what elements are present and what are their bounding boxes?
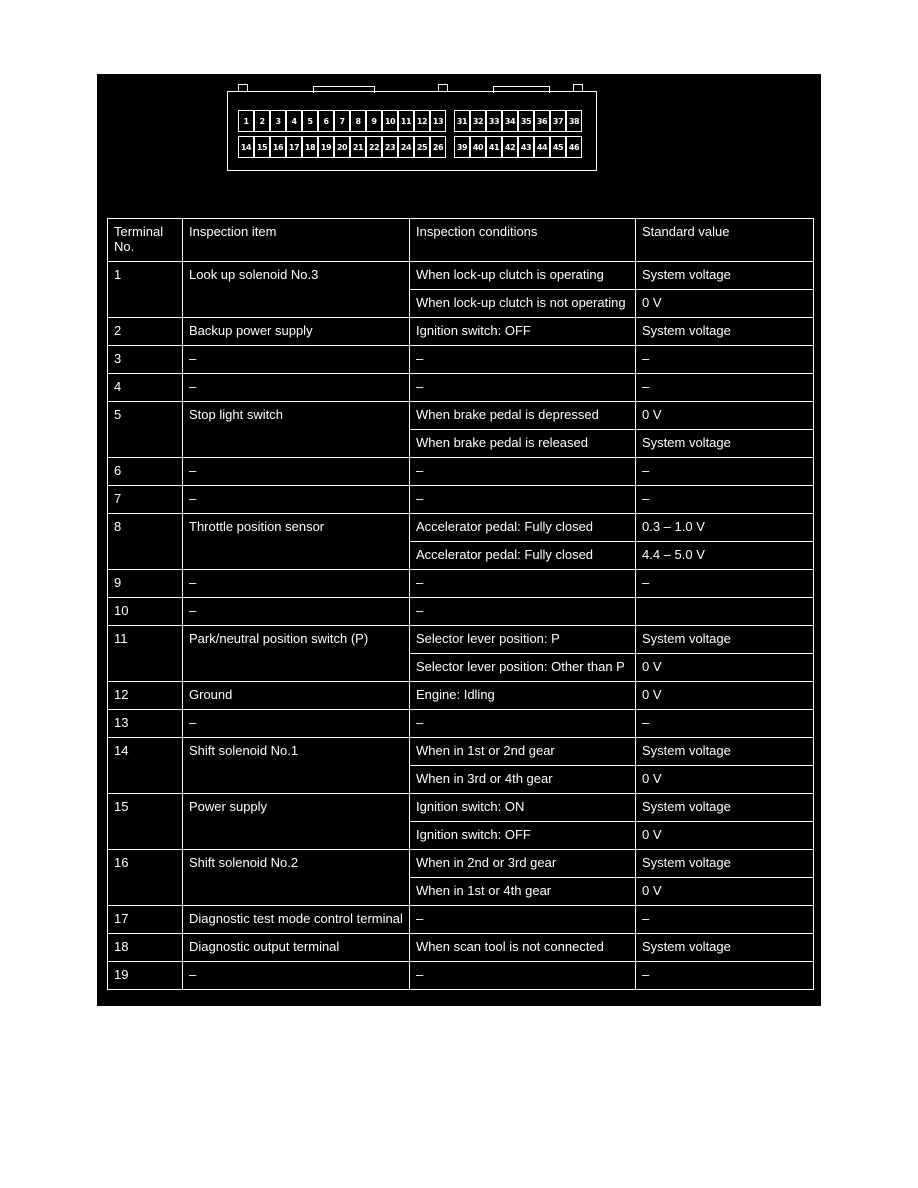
- inspection-condition: Selector lever position: Other than P: [410, 654, 636, 682]
- standard-value: System voltage: [636, 318, 814, 346]
- standard-value: –: [636, 906, 814, 934]
- connector-pin: 22: [366, 136, 382, 158]
- table-row: [108, 570, 814, 598]
- connector-pin: 15: [254, 136, 270, 158]
- connector-pin: 16: [270, 136, 286, 158]
- standard-value: –: [636, 486, 814, 514]
- connector-pin: 45: [550, 136, 566, 158]
- table-header-row: [108, 219, 814, 262]
- standard-value: 0 V: [636, 290, 814, 318]
- standard-value: –: [636, 346, 814, 374]
- standard-value: 0 V: [636, 822, 814, 850]
- terminal-number: 10: [108, 598, 183, 626]
- terminal-number: 4: [108, 374, 183, 402]
- inspection-item: Park/neutral position switch (P): [183, 626, 410, 682]
- inspection-condition: When in 1st or 2nd gear: [410, 738, 636, 766]
- connector-pin: 8: [350, 110, 366, 132]
- connector-pin: 39: [454, 136, 470, 158]
- inspection-condition: Ignition switch: ON: [410, 794, 636, 822]
- connector-key-left: [313, 86, 375, 93]
- inspection-item: Diagnostic test mode control terminal: [183, 906, 410, 934]
- table-row: [108, 598, 814, 626]
- connector-pin: 31: [454, 110, 470, 132]
- inspection-condition: Engine: Idling: [410, 682, 636, 710]
- connector-pin: 17: [286, 136, 302, 158]
- standard-value: 0 V: [636, 878, 814, 906]
- standard-value: 0 V: [636, 654, 814, 682]
- header-terminal: Terminal No.: [108, 219, 183, 262]
- inspection-condition: –: [410, 570, 636, 598]
- standard-value: System voltage: [636, 934, 814, 962]
- standard-value: System voltage: [636, 738, 814, 766]
- terminal-number: 11: [108, 626, 183, 682]
- inspection-condition: Accelerator pedal: Fully closed: [410, 542, 636, 570]
- table-row: [108, 374, 814, 402]
- connector-pin: 46: [566, 136, 582, 158]
- table-row: [108, 794, 814, 822]
- inspection-condition: When in 2nd or 3rd gear: [410, 850, 636, 878]
- connector-bottom-row: [238, 136, 582, 158]
- connector-pin: 9: [366, 110, 382, 132]
- standard-value: 0 V: [636, 766, 814, 794]
- inspection-item: Power supply: [183, 794, 410, 850]
- standard-value: –: [636, 570, 814, 598]
- connector-pin: 40: [470, 136, 486, 158]
- inspection-condition: When brake pedal is depressed: [410, 402, 636, 430]
- terminal-number: 14: [108, 738, 183, 794]
- connector-latch-middle: [438, 84, 448, 91]
- connector-pin: 41: [486, 136, 502, 158]
- connector-pin: 20: [334, 136, 350, 158]
- connector-pin: 32: [470, 110, 486, 132]
- connector-pin: 12: [414, 110, 430, 132]
- standard-value: [636, 598, 814, 626]
- connector-pin: 2: [254, 110, 270, 132]
- standard-value: System voltage: [636, 850, 814, 878]
- table-row: [108, 738, 814, 766]
- inspection-item: –: [183, 570, 410, 598]
- connector-pin: 36: [534, 110, 550, 132]
- table-row: [108, 906, 814, 934]
- table-row: [108, 514, 814, 542]
- connector-pin: 6: [318, 110, 334, 132]
- table-row: [108, 626, 814, 654]
- connector-pin: 4: [286, 110, 302, 132]
- standard-value: 0.3 – 1.0 V: [636, 514, 814, 542]
- standard-value: 0 V: [636, 402, 814, 430]
- connector-pin: 18: [302, 136, 318, 158]
- inspection-item: –: [183, 374, 410, 402]
- connector-pin: 33: [486, 110, 502, 132]
- header-standard-value: Standard value: [636, 219, 814, 262]
- standard-value: System voltage: [636, 262, 814, 290]
- standard-value: System voltage: [636, 430, 814, 458]
- terminal-number: 12: [108, 682, 183, 710]
- inspection-item: –: [183, 458, 410, 486]
- terminal-number: 5: [108, 402, 183, 458]
- connector-pin: 23: [382, 136, 398, 158]
- inspection-item: Diagnostic output terminal: [183, 934, 410, 962]
- document-panel: [97, 74, 821, 1006]
- terminal-number: 6: [108, 458, 183, 486]
- inspection-item: Backup power supply: [183, 318, 410, 346]
- inspection-condition: When in 1st or 4th gear: [410, 878, 636, 906]
- inspection-condition: –: [410, 906, 636, 934]
- terminal-number: 18: [108, 934, 183, 962]
- terminal-number: 13: [108, 710, 183, 738]
- connector-pin: 37: [550, 110, 566, 132]
- connector-pin: 19: [318, 136, 334, 158]
- inspection-condition: When in 3rd or 4th gear: [410, 766, 636, 794]
- inspection-condition: –: [410, 458, 636, 486]
- connector-divider: [446, 136, 454, 158]
- table-row: [108, 458, 814, 486]
- inspection-item: –: [183, 346, 410, 374]
- connector-pin: 24: [398, 136, 414, 158]
- terminal-number: 2: [108, 318, 183, 346]
- table-row: [108, 682, 814, 710]
- inspection-condition: –: [410, 486, 636, 514]
- terminal-number: 3: [108, 346, 183, 374]
- connector-pin: 38: [566, 110, 582, 132]
- connector-pin: 10: [382, 110, 398, 132]
- connector-pin: 13: [430, 110, 446, 132]
- table-row: [108, 262, 814, 290]
- inspection-item: Throttle position sensor: [183, 514, 410, 570]
- inspection-item: Stop light switch: [183, 402, 410, 458]
- inspection-condition: –: [410, 962, 636, 990]
- inspection-item: Shift solenoid No.1: [183, 738, 410, 794]
- connector-pin: 1: [238, 110, 254, 132]
- connector-pin: 11: [398, 110, 414, 132]
- header-inspection-conditions: Inspection conditions: [410, 219, 636, 262]
- terminal-number: 16: [108, 850, 183, 906]
- header-inspection-item: Inspection item: [183, 219, 410, 262]
- inspection-condition: When lock-up clutch is not operating: [410, 290, 636, 318]
- inspection-item: –: [183, 486, 410, 514]
- connector-pin: 3: [270, 110, 286, 132]
- table-row: [108, 402, 814, 430]
- inspection-condition: Ignition switch: OFF: [410, 318, 636, 346]
- standard-value: –: [636, 710, 814, 738]
- inspection-condition: –: [410, 374, 636, 402]
- connector-latch-left: [238, 84, 248, 91]
- connector-top-row: [238, 110, 582, 132]
- standard-value: –: [636, 458, 814, 486]
- connector-pin: 14: [238, 136, 254, 158]
- table-row: [108, 486, 814, 514]
- connector-pin: 34: [502, 110, 518, 132]
- inspection-table: [107, 218, 814, 990]
- terminal-number: 9: [108, 570, 183, 598]
- connector-pin: 44: [534, 136, 550, 158]
- terminal-number: 8: [108, 514, 183, 570]
- terminal-number: 17: [108, 906, 183, 934]
- inspection-condition: –: [410, 346, 636, 374]
- table-row: [108, 710, 814, 738]
- inspection-item: –: [183, 962, 410, 990]
- terminal-number: 19: [108, 962, 183, 990]
- inspection-item: Look up solenoid No.3: [183, 262, 410, 318]
- connector-divider: [446, 110, 454, 132]
- inspection-condition: Ignition switch: OFF: [410, 822, 636, 850]
- connector-pin: 42: [502, 136, 518, 158]
- inspection-condition: –: [410, 710, 636, 738]
- inspection-condition: –: [410, 598, 636, 626]
- inspection-condition: When lock-up clutch is operating: [410, 262, 636, 290]
- inspection-item: Shift solenoid No.2: [183, 850, 410, 906]
- table-row: [108, 934, 814, 962]
- inspection-item: –: [183, 598, 410, 626]
- connector-latch-right: [573, 84, 583, 91]
- inspection-item: –: [183, 710, 410, 738]
- table-row: [108, 850, 814, 878]
- inspection-item: Ground: [183, 682, 410, 710]
- connector-pin: 21: [350, 136, 366, 158]
- connector-pin: 7: [334, 110, 350, 132]
- connector-pin: 43: [518, 136, 534, 158]
- inspection-condition: Accelerator pedal: Fully closed: [410, 514, 636, 542]
- standard-value: System voltage: [636, 794, 814, 822]
- connector-pin: 26: [430, 136, 446, 158]
- standard-value: System voltage: [636, 626, 814, 654]
- connector-diagram: [227, 91, 597, 171]
- connector-pin: 25: [414, 136, 430, 158]
- table-row: [108, 962, 814, 990]
- inspection-condition: When scan tool is not connected: [410, 934, 636, 962]
- terminal-number: 7: [108, 486, 183, 514]
- standard-value: 4.4 – 5.0 V: [636, 542, 814, 570]
- terminal-number: 1: [108, 262, 183, 318]
- table-row: [108, 318, 814, 346]
- connector-pin: 5: [302, 110, 318, 132]
- connector-pin: 35: [518, 110, 534, 132]
- standard-value: –: [636, 374, 814, 402]
- inspection-condition: Selector lever position: P: [410, 626, 636, 654]
- standard-value: 0 V: [636, 682, 814, 710]
- inspection-condition: When brake pedal is released: [410, 430, 636, 458]
- terminal-number: 15: [108, 794, 183, 850]
- table-row: [108, 346, 814, 374]
- connector-key-right: [493, 86, 550, 93]
- standard-value: –: [636, 962, 814, 990]
- table-body: [108, 262, 814, 990]
